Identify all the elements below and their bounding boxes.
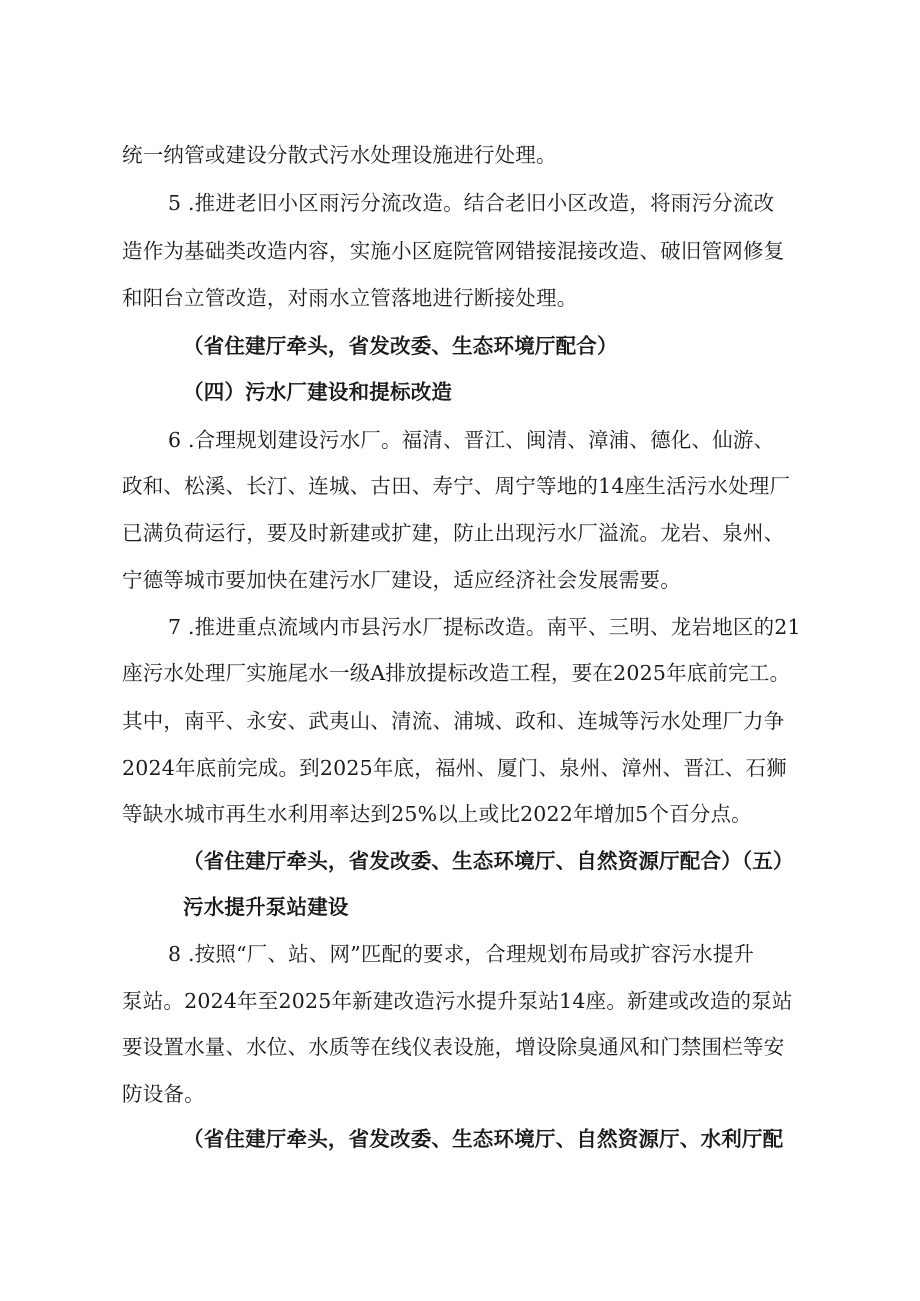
text-line-14: 2024年底前完成。到2025年底，福州、厦门、泉州、漳州、晋江、石狮 [122,756,787,780]
text-line-10: 宁德等城市要加快在建污水厂建设，适应经济社会发展需要。 [122,568,681,592]
text-line-13: 其中，南平、永安、武夷山、清流、浦城、政和、连城等污水处理厂力争 [122,709,785,733]
responsibility-note-2: （省住建厅牵头，省发改委、生态环境厅、自然资源厅配合）（五） [183,849,794,873]
section-heading-4: （四）污水厂建设和提标改造 [183,380,453,404]
text-line-1: 统一纳管或建设分散式污水处理设施进行处理。 [122,143,557,167]
text-line-8: 政和、松溪、长汀、连城、古田、寿宁、周宁等地的14座生活污水处理厂 [122,474,791,498]
responsibility-note-1: （省住建厅牵头，省发改委、生态环境厅配合） [183,334,618,358]
text-line-2: 5 .推进老旧小区雨污分流改造。结合老旧小区改造，将雨污分流改 [168,191,775,215]
text-line-7: 6 .合理规划建设污水厂。福清、晋江、闽清、漳浦、德化、仙游、 [168,428,775,452]
text-line-3: 造作为基础类改造内容，实施小区庭院管网错接混接改造、破旧管网修复 [122,239,785,263]
text-line-19: 泵站。2024年至2025年新建改造污水提升泵站14座。新建或改造的泵站 [122,989,793,1013]
text-line-20: 要设置水量、水位、水质等在线仪表设施，增设除臭通风和门禁围栏等安 [122,1035,785,1059]
text-line-15: 等缺水城市再生水利用率达到25%以上或比2022年增加5个百分点。 [122,802,752,826]
text-line-18: 8 .按照“厂、站、网”匹配的要求，合理规划布局或扩容污水提升 [168,942,755,966]
text-line-9: 已满负荷运行，要及时新建或扩建，防止出现污水厂溢流。龙岩、泉州、 [122,521,785,545]
text-line-21: 防设备。 [122,1082,205,1106]
responsibility-note-3: （省住建厅牵头，省发改委、生态环境厅、自然资源厅、水利厅配 [183,1127,784,1151]
text-line-11: 7 .推进重点流域内市县污水厂提标改造。南平、三明、龙岩地区的21 [168,615,801,639]
text-line-4: 和阳台立管改造，对雨水立管落地进行断接处理。 [122,286,578,310]
text-line-12: 座污水处理厂实施尾水一级A排放提标改造工程，要在2025年底前完工。 [122,661,791,685]
section-heading-5: 污水提升泵站建设 [183,895,349,919]
